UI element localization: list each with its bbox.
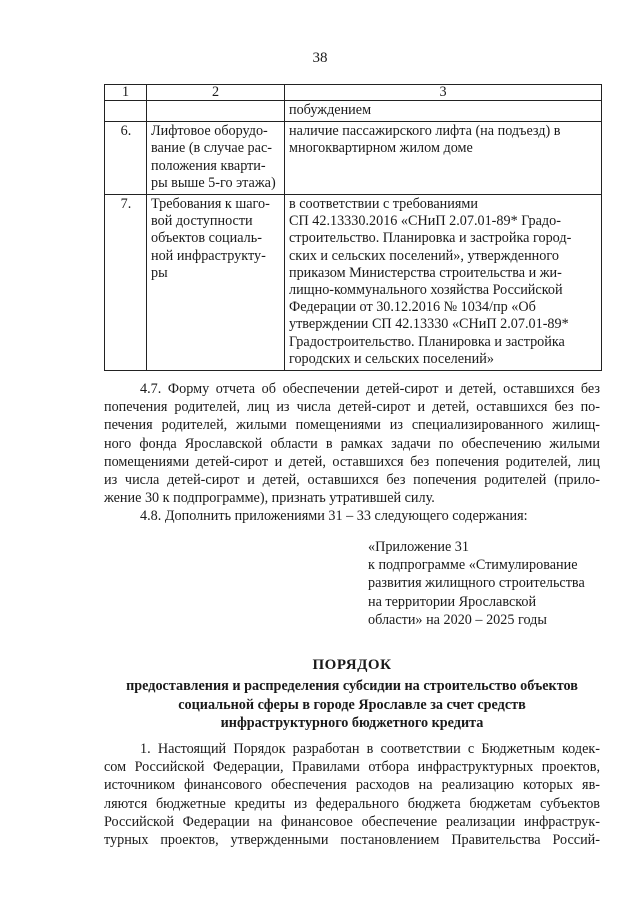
paragraph-line: печения родителей, жилыми помещениями из специализированного жилищ-	[104, 417, 600, 434]
paragraph-1	[104, 740, 600, 849]
paragraph-line: турных проектов, утвержденными постановлением Правительства Россий-	[104, 832, 600, 849]
appendix-line: к подпрограмме «Стимулирование	[368, 557, 578, 574]
paragraph-4-8	[104, 507, 600, 525]
row-name-line: ной инфраструкту-	[151, 247, 266, 264]
table-header-cell: 1	[105, 85, 147, 101]
row-name-line: Требования к шаго-	[151, 196, 270, 213]
paragraph-line: попечения родителей, лиц из числа детей-сирот и детей, оставшихся без по-	[104, 399, 600, 416]
row-value-line: наличие пассажирского лифта (на подъезд) в	[289, 123, 561, 140]
paragraph-4-7	[104, 380, 600, 507]
paragraph-line: Российской Федерации на финансовое обеспечение реализации инфраструк-	[104, 813, 600, 830]
paragraph-line: 1. Настоящий Порядок разработан в соответствии с Бюджетным кодек-	[140, 741, 600, 757]
row-name	[147, 101, 285, 122]
row-value-line: Федерации от 30.12.2016 № 1034/пр «Об	[289, 299, 536, 316]
paragraph-line: ного фонда Ярославской области в рамках задачи по обеспечению жилыми	[104, 435, 600, 452]
appendix-line: области» на 2020 – 2025 годы	[368, 611, 547, 628]
row-value	[285, 195, 602, 371]
row-value-line: приказом Министерства строительства и жи-	[289, 264, 562, 281]
row-value-line: Градостроительство. Планировка и застройка	[289, 333, 565, 350]
paragraph-line: из числа детей-сирот и детей, оставшихся без попечения родителей (прило-	[104, 472, 600, 489]
paragraph-line: ляются бюджетные кредиты из федерального бюджета бюджетам субъектов	[104, 795, 600, 812]
row-value-line: строительство. Планировка и застройка город-	[289, 230, 572, 247]
row-value-line: СП 42.13330.2016 «СНиП 2.07.01-89* Градо-	[289, 213, 561, 230]
heading-line: социальной сферы в городе Ярославле за счет средств	[178, 696, 526, 713]
row-value	[285, 101, 602, 122]
row-number: 6.	[105, 122, 147, 195]
page-number: 38	[312, 50, 328, 66]
table-row	[105, 122, 602, 195]
row-number: 7.	[105, 195, 147, 371]
row-value-line: лищно-коммунального хозяйства Российской	[289, 282, 563, 299]
appendix-line: «Приложение 31	[368, 539, 469, 555]
row-name-line: Лифтовое оборудо-	[151, 123, 268, 140]
heading-line: предоставления и распределения субсидии на строительство объектов	[126, 678, 578, 695]
paragraph-line: сом Российской Федерации, Правилами отбора инфраструктурных проектов,	[104, 759, 600, 776]
table-row	[105, 101, 602, 122]
paragraph-line: 4.8. Дополнить приложениями 31 – 33 следующего содержания:	[140, 508, 528, 524]
row-name-line: положения кварти-	[151, 157, 266, 174]
table-header-cell: 3	[285, 85, 602, 101]
paragraph-line: помещениями детей-сирот и детей, оставшихся без попечения родителей, лиц	[104, 453, 600, 470]
appendix-reference	[368, 538, 585, 629]
appendix-line: на территории Ярославской	[368, 593, 537, 610]
table-row	[105, 195, 602, 371]
row-value	[285, 122, 602, 195]
paragraph-line: источником финансового обеспечения расходов на реализацию которых яв-	[104, 777, 600, 794]
row-name	[147, 122, 285, 195]
row-name-line: ры	[151, 264, 168, 281]
row-value-line: ских и сельских поселений», утвержденного	[289, 247, 559, 264]
row-value-line: в соответствии с требованиями	[289, 196, 478, 213]
row-name-line: объектов социаль-	[151, 230, 262, 247]
table-header-cell: 2	[147, 85, 285, 101]
heading-title: ПОРЯДОК	[312, 657, 392, 673]
appendix-line: развития жилищного строительства	[368, 575, 585, 592]
row-value-line: многоквартирном жилом доме	[289, 140, 473, 157]
document-heading	[104, 656, 600, 733]
row-number	[105, 101, 147, 122]
paragraph-line: жение 30 к подпрограмме), признать утратившей силу.	[104, 490, 435, 507]
heading-line: инфраструктурного бюджетного кредита	[220, 715, 484, 732]
table-header-row	[105, 85, 602, 101]
row-value-line: городских и сельских поселений»	[289, 350, 494, 367]
requirements-table	[104, 84, 602, 371]
row-name-line: вой доступности	[151, 213, 253, 230]
row-name-line: вание (в случае рас-	[151, 140, 272, 157]
row-name	[147, 195, 285, 371]
row-value-line: побуждением	[289, 102, 372, 118]
paragraph-line: 4.7. Форму отчета об обеспечении детей-сирот и детей, оставшихся без	[140, 381, 600, 397]
row-value-line: утверждении СП 42.13330 «СНиП 2.07.01-89*	[289, 316, 569, 333]
row-name-line: ры выше 5-го этажа)	[151, 174, 276, 191]
